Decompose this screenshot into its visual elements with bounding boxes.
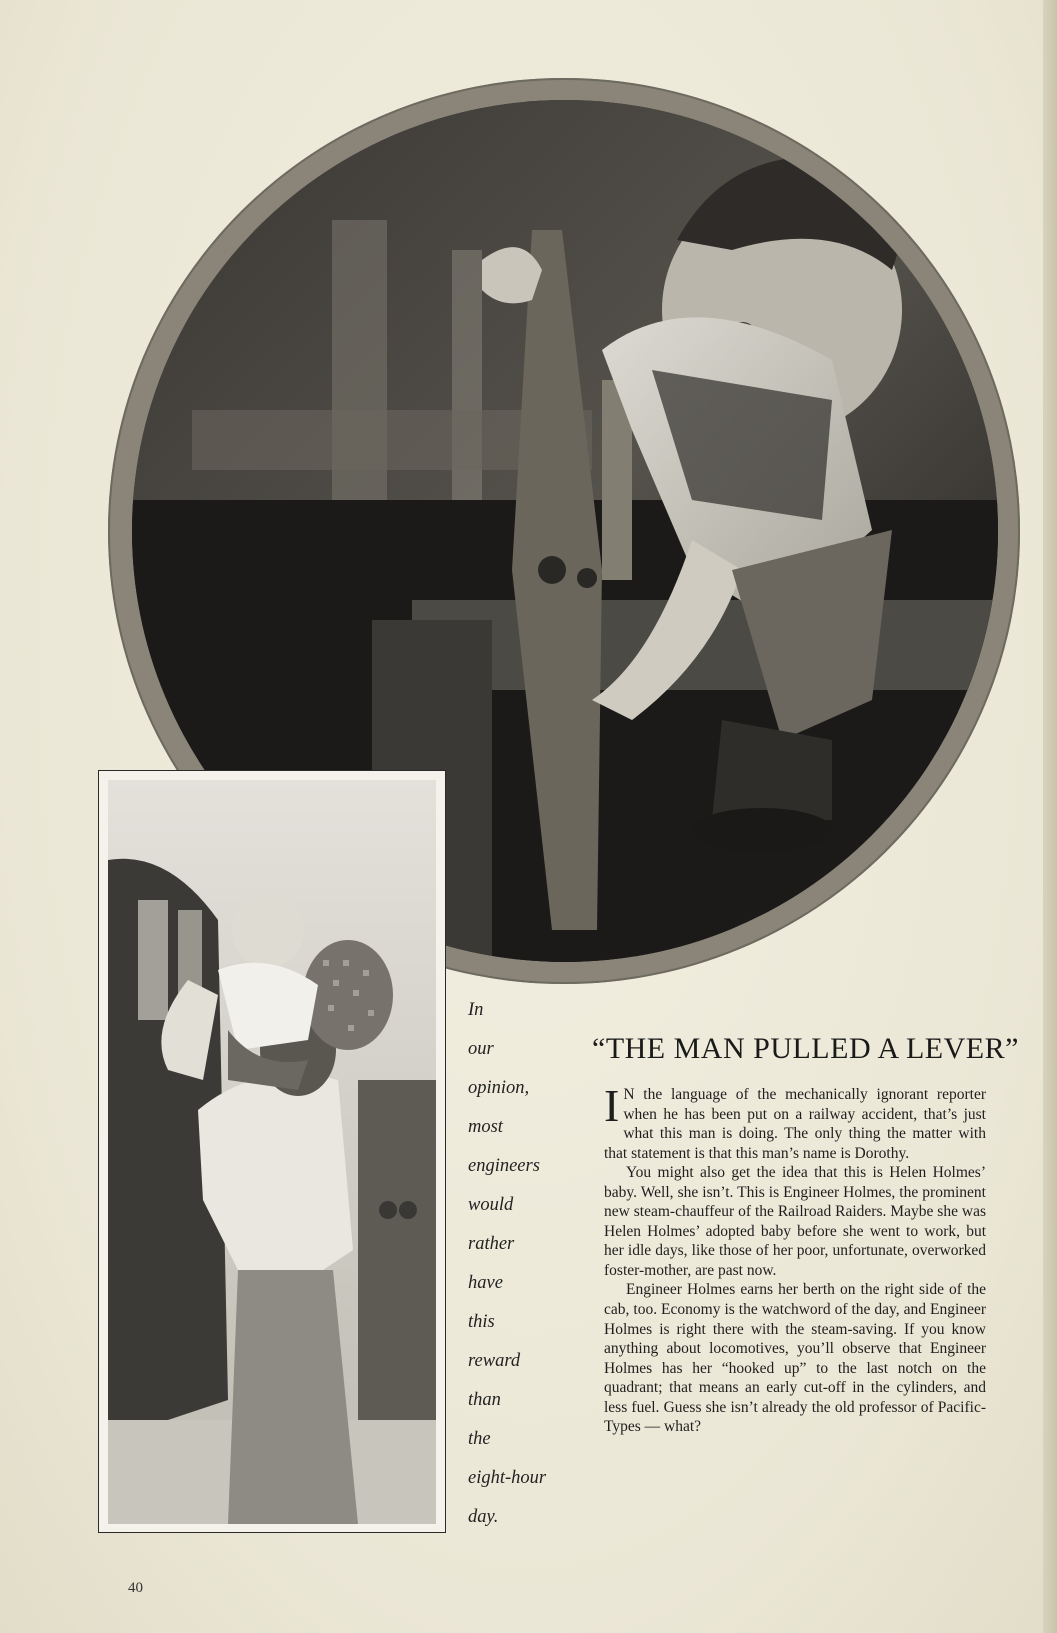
man-lifting-child-illustration bbox=[108, 780, 436, 1524]
article-paragraph-2: You might also get the idea that this is Helen Holmes’ baby. Well, she isn’t. This is Engineer Holmes, the prominent new steam-chauffeur of the Railroad Raiders. Maybe she was Helen Holmes’ adopted baby before she went to work, but her idle days, like those of her poor, unfortunate, overworked foster-mother, are past now. bbox=[604, 1164, 986, 1279]
caption-word: have bbox=[468, 1273, 503, 1293]
rectangular-photo-man-lifting-child bbox=[108, 780, 436, 1524]
caption-word: rather bbox=[468, 1234, 515, 1254]
page-number: 40 bbox=[128, 1580, 143, 1596]
caption-word: this bbox=[468, 1312, 495, 1332]
caption-word: opinion, bbox=[468, 1078, 530, 1098]
caption-word: day. bbox=[468, 1507, 499, 1527]
caption-word: most bbox=[468, 1117, 503, 1137]
caption-word: than bbox=[468, 1390, 501, 1410]
caption-word: engineers bbox=[468, 1156, 540, 1176]
caption-word: our bbox=[468, 1039, 494, 1059]
caption-word: would bbox=[468, 1195, 514, 1215]
paragraph-text: N the language of the mechanically ignorant reporter when he has been put on a railway accident, that’s just what this man is doing. The only thing the matter with that statement is that this man’s name is Dorothy. bbox=[604, 1086, 986, 1162]
article-paragraph-1 bbox=[604, 1080, 986, 1163]
sidebar-caption bbox=[468, 1000, 578, 1546]
article-body bbox=[604, 1080, 986, 1437]
article-headline: “THE MAN PULLED A LEVER” bbox=[592, 1032, 1019, 1065]
article-paragraph-3: Engineer Holmes earns her berth on the right side of the cab, too. Economy is the watchword of the day, and Engineer Holmes is right there with the steam-saving. If you know anything about locomotives, you’ll observe that Engineer Holmes has her “hooked up” to the last notch on the quadrant; that means an early cut-off in the cylinders, and less fuel. Guess she isn’t already the old professor of Pacific-Types — what? bbox=[604, 1281, 986, 1436]
caption-word: In bbox=[468, 1000, 484, 1020]
caption-word: eight-hour bbox=[468, 1468, 547, 1488]
page-edge bbox=[1043, 0, 1057, 1633]
drop-cap: I bbox=[604, 1080, 620, 1131]
caption-word: the bbox=[468, 1429, 491, 1449]
caption-word: reward bbox=[468, 1351, 521, 1371]
